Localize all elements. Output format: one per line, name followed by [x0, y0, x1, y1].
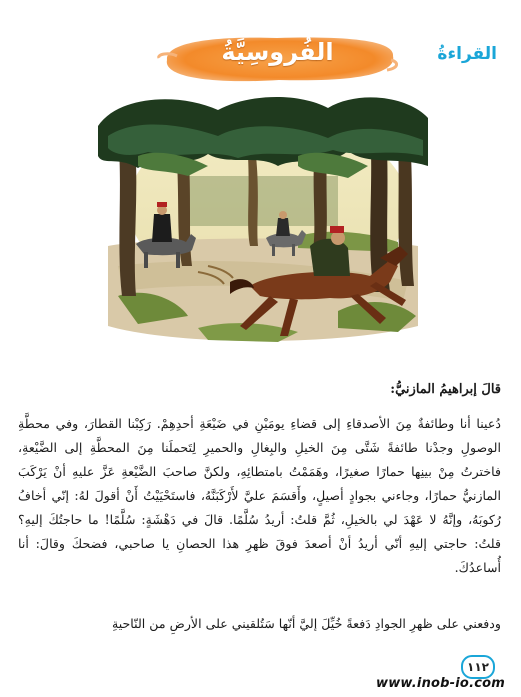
story-continuation: ودفعني على ظهرِ الجوادِ دَفعةً خُيِّلَ إليَّ أنّها سَتُلقيني على الأرضِ من النّاحيةِ [111, 616, 501, 631]
title-banner [155, 30, 400, 86]
watermark-url: www.inob-io.com [376, 676, 505, 691]
page-title: الفُروسِيَّةُ [221, 38, 334, 66]
section-label: القراءةُ [437, 44, 497, 64]
story-paragraph: دُعينا أنا وطائفةٌ مِنَ الأصدقاءِ إلى قضاءِ يومَيْنِ في ضَيْعَةِ أحدِهِمْ. رَكِبْنا القطارَ، وفي محطَّةِ الوصولِ وجدْنا طائفةً شَتَّى مِنَ الخيلِ والبِغالِ والحميرِ لِتَحملَنا مِنَ المحطَّةِ إلى الضَّيْعةِ، فاخترتُ مِنْ بينِها حمارًا صغيرًا، وهَمَمْتُ بامتطائِهِ، ولكنَّ صاحبَ الضَّيْعةِ عَزَّ عليهِ أنْ يَرْكَبَ المازنيُّ حمارًا، وجاءني بجوادٍ أصيلٍ، وأَقسَمَ عليَّ لأَرْكَبَنَّهُ، فاستَحْيَيْتُ أَنْ أقولَ لهُ: إنّي أخافُ رُكوبَهُ، وإنَّهُ لا عَهْدَ لي بالخيلِ، ثُمَّ قلتُ: أريدُ سُلَّمًا. قالَ في دَهْشَةٍ: سُلَّمًا! ما حاجتُكَ إليهِ؟ قلتُ: حاجتي إليهِ أنّي أريدُ أنْ أصعدَ فوقَ ظهرِ هذا الحصانِ يا صاحبي، فضحكَ وقالَ: أنا أُساعدُكَ. [18, 416, 501, 575]
author-line: قالَ إبراهيمُ المازنيُّ: [390, 382, 501, 397]
page-number: ١١٢ [461, 655, 495, 679]
horse-riding-illustration [98, 96, 428, 350]
